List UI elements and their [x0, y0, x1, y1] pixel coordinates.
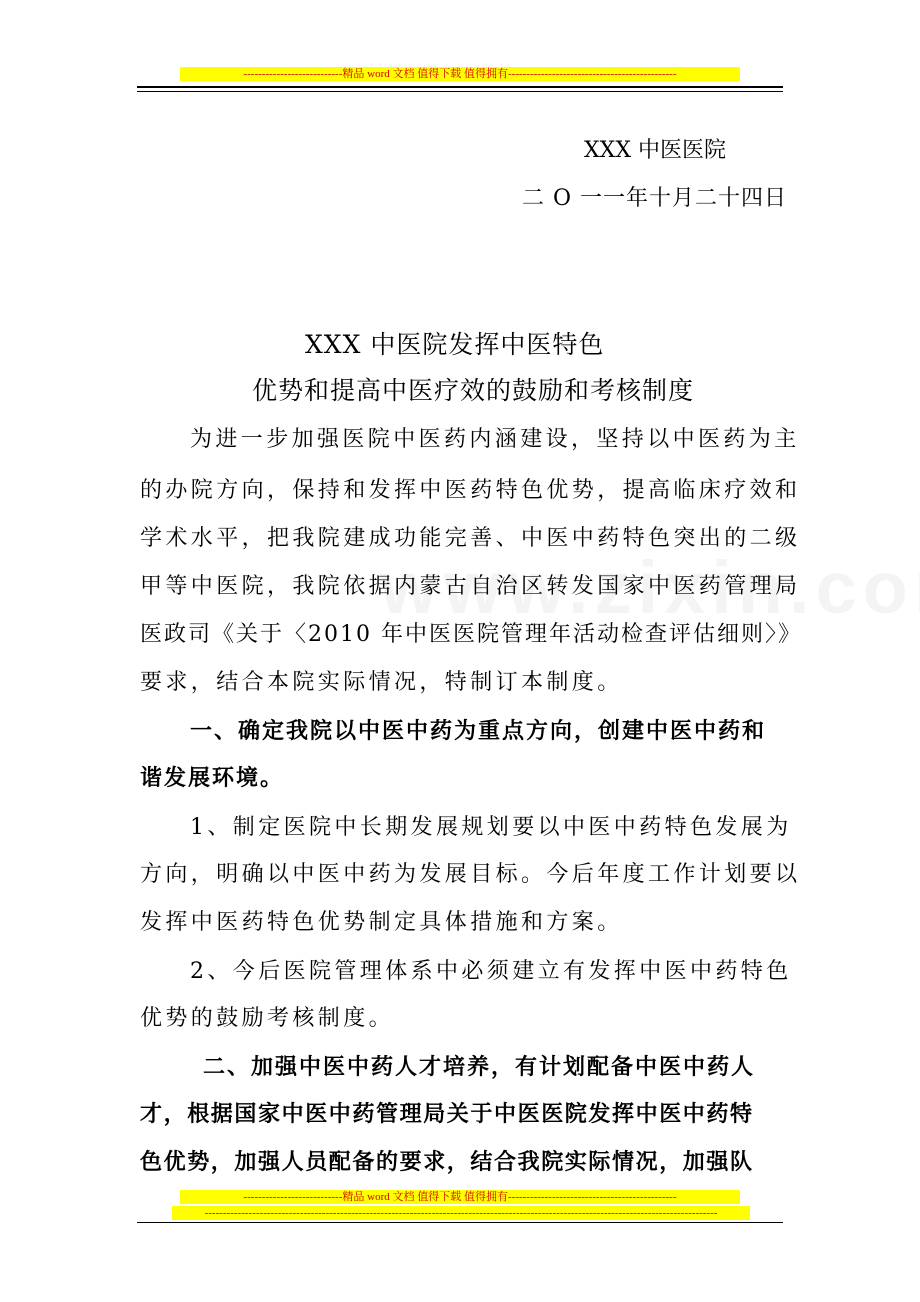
intro-line: 的办院方向，保持和发挥中医药特色优势，提高临床疗效和	[140, 478, 801, 503]
section1-item2-line: 2、今后医院管理体系中必须建立有发挥中医中药特色	[190, 959, 792, 984]
intro-line: 甲等中医院，我院依据内蒙古自治区转发国家中医药管理局	[140, 574, 801, 599]
section2-heading: 二、加强中医中药人才培养，有计划配备中医中药人	[203, 1055, 756, 1080]
section1-item1-line: 发挥中医药特色优势制定具体措施和方案。	[140, 910, 623, 935]
footer-banner: ---------------------------精品 word 文档 值得下载 值得拥有----------------------------------------------	[180, 1190, 740, 1204]
section1-item1-line: 方向，明确以中医中药为发展目标。今后年度工作计划要以	[140, 862, 801, 887]
doc-title-line2: 优势和提高中医疗效的鼓励和考核制度	[252, 376, 695, 405]
intro-line: 要求，结合本院实际情况，特制订本制度。	[140, 670, 623, 695]
signature-org: XXX 中医医院	[584, 138, 726, 163]
header-banner: ---------------------------精品 word 文档 值得下载 值得拥有----------------------------------------------	[180, 67, 740, 81]
section2-heading: 色优势，加强人员配备的要求，结合我院实际情况，加强队	[140, 1150, 754, 1175]
section1-item1-line: 1、制定医院中长期发展规划要以中医中药特色发展为	[190, 815, 792, 840]
intro-line: 为进一步加强医院中医药内涵建设，坚持以中医药为主	[190, 427, 800, 452]
header-rule-top	[137, 86, 783, 88]
header-rule-bottom	[137, 91, 783, 92]
section1-heading: 一、确定我院以中医中药为重点方向，创建中医中药和	[190, 719, 767, 744]
footer-rule	[137, 1222, 783, 1223]
section1-item2-line: 优势的鼓励考核制度。	[140, 1006, 395, 1031]
intro-line: 医政司《关于〈2010 年中医医院管理年活动检查评估细则〉》	[140, 622, 802, 647]
footer-banner-line: --------------------------------------------------------------------------------------------------------------------------------------------	[172, 1206, 750, 1220]
intro-line: 学术水平，把我院建成功能完善、中医中药特色突出的二级	[140, 526, 801, 551]
doc-title-line1: XXX 中医院发挥中医特色	[305, 330, 605, 359]
section1-heading: 谐发展环境。	[140, 766, 285, 791]
signature-date: 二 O 一一年十月二十四日	[522, 186, 788, 211]
section2-heading: 才，根据国家中医中药管理局关于中医医院发挥中医中药特	[140, 1102, 754, 1127]
